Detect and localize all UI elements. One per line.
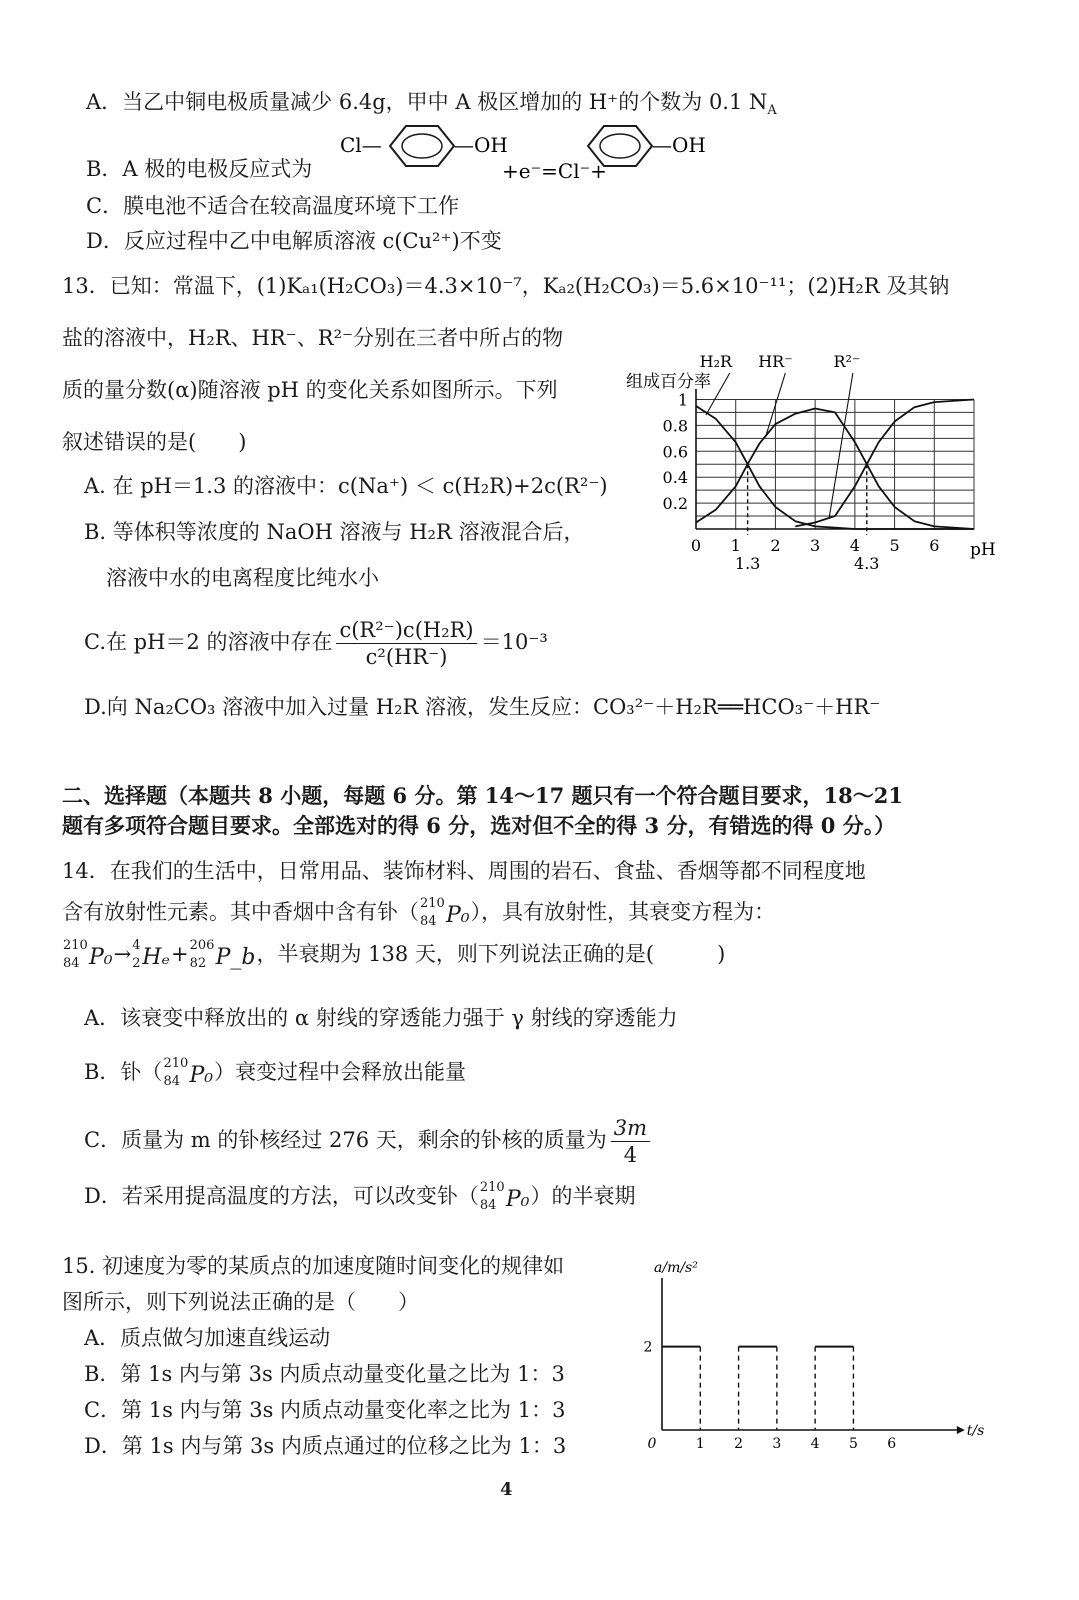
x-tick-label: 0 [690,536,702,555]
q15-chart [630,1250,985,1455]
q13-line-4: 叙述错误的是( ) [62,430,247,454]
q14-option-d [84,1180,635,1213]
y-tick-label: 0.2 [662,494,688,514]
q13-option-a: A. 在 pH＝1.3 的溶液中：c(Na⁺) ＜ c(H₂R)+2c(R²⁻) [84,474,608,498]
equation-lead: 206 82 P_b [189,937,256,971]
x-tick-label: 4 [810,1436,820,1452]
polonium-isotope: 210 84 P₀ [420,895,470,929]
page-number: 4 [500,1479,513,1500]
x-tick-label: 1 [695,1436,705,1452]
q12-option-a-text: A．当乙中铜电极质量减少 6.4g，甲中 A 极区增加的 H⁺的个数为 0.1 N [86,90,768,114]
x-axis-arrow [957,1426,965,1434]
y-axis-label: 组成百分率 [626,372,711,392]
benzene-ring-left [390,126,454,166]
q14-option-b-post: ）衰变过程中会释放出能量 [214,1060,467,1084]
section-2-heading-line-1: 二、选择题（本题共 8 小题，每题 6 分。第 14～17 题只有一个符合题目要求，18～21 [62,783,903,808]
q12-option-d: D．反应过程中乙中电解质溶液 c(Cu²⁺)不变 [86,229,502,253]
x-tick-label: 6 [887,1436,897,1452]
equation-polonium: 210 84 P₀ [63,937,113,971]
q14-line-3 [62,938,725,971]
q14-option-c-fraction: $\frac{3m}{4}$ [611,1115,650,1168]
marker-label: 1.3 [734,554,761,573]
x-tick-label: 5 [889,536,900,555]
x-tick-label: 4 [849,536,860,555]
q14-line-2-pre: 含有放射性元素。其中香烟中含有钋（ [62,900,419,924]
series-curve [795,400,974,527]
q14-option-b [84,1056,466,1089]
q12-b-left-oh: —OH [454,133,508,157]
q15-line-2: 图所示，则下列说法正确的是（ ） [62,1290,419,1314]
y-tick-label: 0.6 [662,442,688,462]
q14-line-3-post: ，半衰期为 138 天，则下列说法正确的是( ) [256,942,726,966]
q14-option-d-post: ）的半衰期 [530,1184,636,1208]
plus-symbol: + [170,942,189,966]
polonium-isotope: 210 84 P₀ [479,1179,530,1213]
x-tick-label: 2 [770,536,781,555]
q13-option-b-line-2: 溶液中水的电离程度比纯水小 [106,566,379,590]
series-label: HR⁻ [758,352,793,371]
q12-option-b: B．A 极的电极反应式为 [86,157,313,181]
q13-option-c-fraction [336,617,476,670]
x-tick-label: 6 [929,536,940,555]
q13-option-d: D.向 Na₂CO₃ 溶液中加入过量 H₂R 溶液，发生反应：CO₃²⁻＋H₂R══HCO₃⁻＋HR⁻ [84,695,881,719]
q12-option-a-sub: A [767,103,777,119]
series-leader-line [829,373,853,519]
q14-option-b-pre: B．钋（ [84,1060,163,1084]
series-curve [696,409,974,530]
q15-option-d: D．第 1s 内与第 3s 内质点通过的位移之比为 1：3 [84,1434,567,1458]
polonium-isotope: 210 84 P₀ [163,1055,214,1089]
q14-option-c-pre: C．质量为 m 的钋核经过 276 天，剩余的钋核的质量为 [84,1128,607,1152]
q13-option-c-denominator: c²(HR⁻) [365,645,448,669]
q13-option-c-pre: C.在 pH＝2 的溶液中存在 [84,630,333,654]
q12-option-c: C．膜电池不适合在较高温度环境下工作 [86,194,460,218]
q15-option-b: B．第 1s 内与第 3s 内质点动量变化量之比为 1：3 [84,1362,565,1386]
y-tick-label: 2 [643,1339,653,1356]
y-tick-label: 1 [677,390,688,410]
q14-option-d-pre: D．若采用提高温度的方法，可以改变钋（ [84,1184,479,1208]
q15-option-a: A．质点做匀加速直线运动 [84,1326,331,1350]
x-tick-label: 5 [848,1436,858,1452]
series-label: R²⁻ [833,352,861,371]
q13-option-b-line-1: B. 等体积等浓度的 NaOH 溶液与 H₂R 溶液混合后， [84,520,585,544]
q15-line-1: 15. 初速度为零的某质点的加速度随时间变化的规律如 [62,1254,565,1278]
q12-b-right-oh: —OH [652,133,706,157]
q13-option-c-numerator: c(R²⁻)c(H₂R) [336,617,476,644]
q13-option-c-post: ＝10⁻³ [480,630,548,654]
q13-line-2: 盐的溶液中，H₂R、HR⁻、R²⁻分别在三者中所占的物 [62,326,564,350]
equation-helium: 4 2 Hₑ [132,937,170,971]
q12-b-mid: +e⁻=Cl⁻+ [502,159,607,183]
q13-option-c [84,612,548,672]
q14-line-2-post: ），具有放射性，其衰变方程为： [470,900,776,924]
x-tick-label: 2 [734,1436,744,1452]
q12-option-b-structures [330,116,730,188]
series-curve [696,406,974,529]
marker-label: 4.3 [854,554,880,573]
q14-option-c [84,1112,654,1168]
x-axis-label: pH [970,540,996,560]
y-tick-label: 0.4 [662,468,688,488]
series-label: H₂R [699,352,733,371]
x-axis-label: t/s [966,1423,985,1439]
q13-line-3: 质的量分数(α)随溶液 pH 的变化关系如图所示。下列 [62,378,558,402]
x-tick-label: 0 [647,1436,657,1452]
q13-chart [620,345,996,575]
x-tick-label: 1 [730,536,741,555]
q13-line-1: 13．已知：常温下，(1)Kₐ₁(H₂CO₃)＝4.3×10⁻⁷，Kₐ₂(H₂CO₃)＝5.6×10⁻¹¹；(2)H₂R 及其钠 [62,274,950,298]
q14-option-a: A．该衰变中释放出的 α 射线的穿透能力强于 γ 射线的穿透能力 [84,1006,678,1030]
x-tick-label: 3 [772,1436,782,1452]
arrow-symbol: → [113,942,132,966]
q14-line-1: 14．在我们的生活中，日常用品、装饰材料、周围的岩石、食盐、香烟等都不同程度地 [62,859,866,883]
x-tick-label: 3 [810,536,821,555]
q12-b-left-cl: Cl— [340,133,382,157]
q14-line-2 [62,896,775,929]
y-tick-label: 0.8 [662,416,688,436]
q15-option-c: C．第 1s 内与第 3s 内质点动量变化率之比为 1：3 [84,1398,566,1422]
section-2-heading-line-2: 题有多项符合题目要求。全部选对的得 6 分，选对但不全的得 3 分，有错选的得 0 分。） [62,813,896,838]
y-axis-label: a/m/s² [654,1260,698,1276]
